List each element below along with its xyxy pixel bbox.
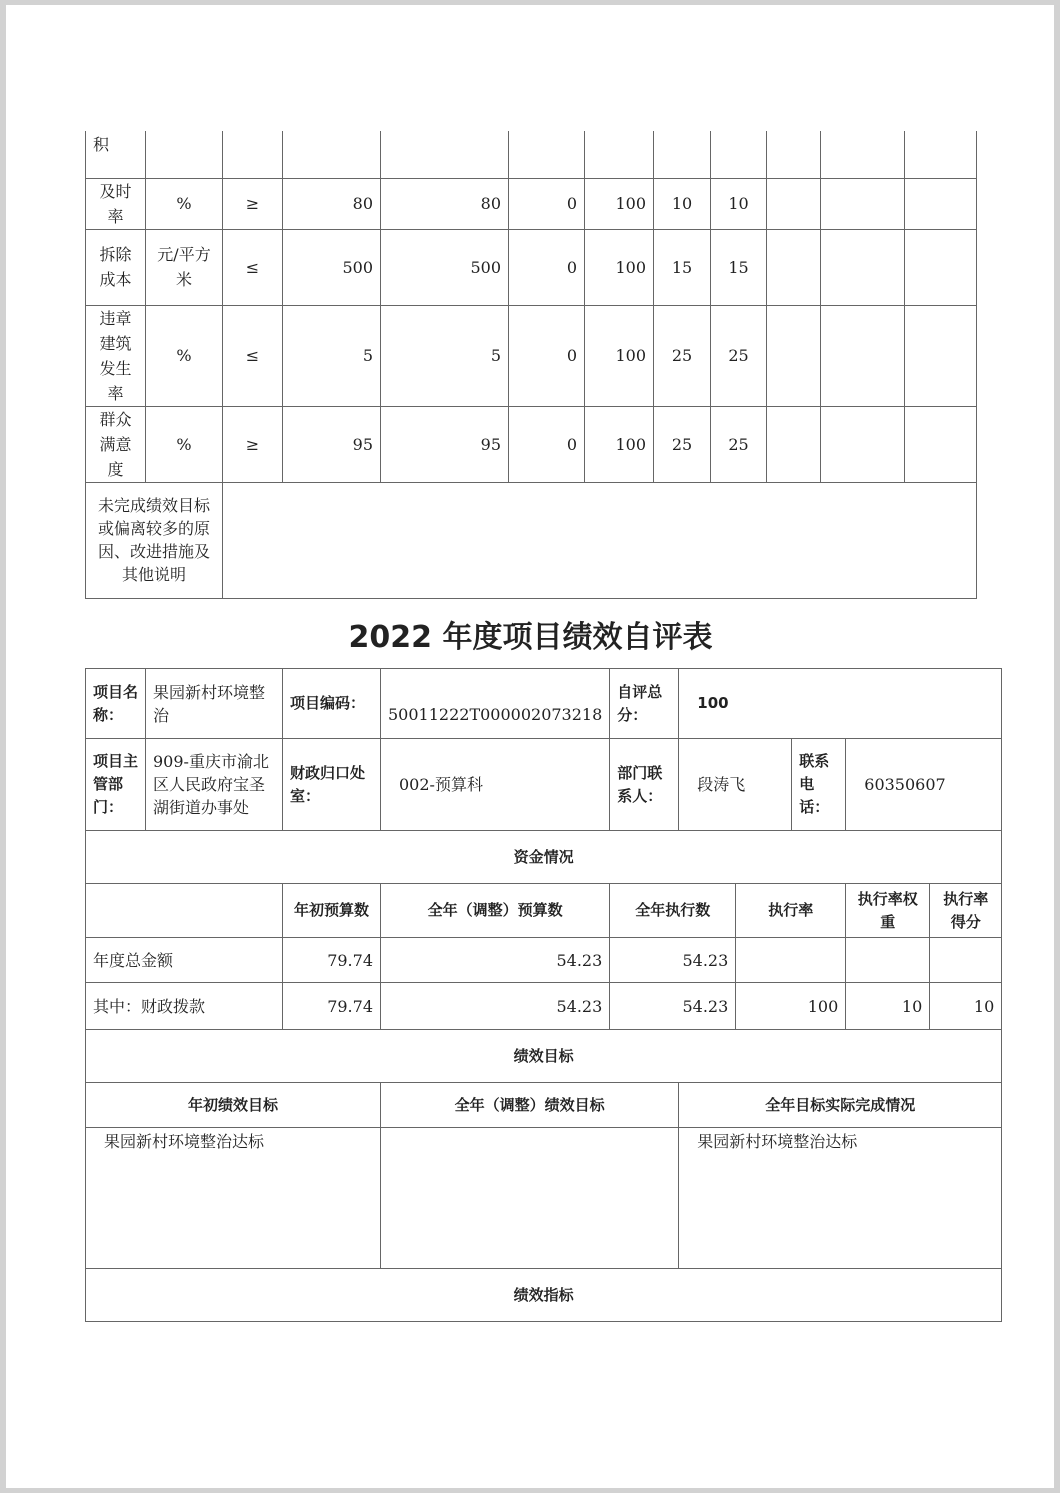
funds-col-initial: 年初预算数 [283, 884, 381, 938]
indicator-unit: 元/平方米 [146, 229, 223, 305]
goals-col-actual: 全年目标实际完成情况 [679, 1083, 1002, 1128]
funds-score: 10 [930, 983, 1002, 1030]
indicator-weight: 10 [654, 178, 711, 229]
funds-col-weight: 执行率权重 [846, 884, 930, 938]
department-row [86, 739, 1002, 831]
phone-label: 联系电话： [792, 739, 846, 831]
indicator-plan: 80 [283, 178, 381, 229]
funds-header-row [86, 884, 1002, 938]
project-code-label: 项目编码： [283, 669, 381, 739]
indicator-weight: 25 [654, 406, 711, 482]
unfinished-explanation-label: 未完成绩效目标或偏离较多的原因、改进措施及其他说明 [86, 482, 223, 598]
funds-row-label: 其中：财政拨款 [86, 983, 283, 1030]
funds-rate: 100 [736, 983, 846, 1030]
indicators-section-header: 绩效指标 [86, 1269, 1002, 1322]
indicator-unit: % [146, 305, 223, 406]
funds-section-row [86, 831, 1002, 884]
unfinished-explanation-row [86, 482, 977, 598]
funds-adjusted: 54.23 [381, 983, 610, 1030]
indicator-row [86, 178, 977, 229]
indicator-annual: 80 [381, 178, 509, 229]
indicator-operator: ≥ [223, 406, 283, 482]
indicator-score: 10 [711, 178, 767, 229]
indicator-annual: 95 [381, 406, 509, 482]
goal-adjusted [381, 1128, 679, 1269]
funds-executed: 54.23 [610, 938, 736, 983]
self-evaluation-table [85, 668, 1002, 1322]
funds-section-header: 资金情况 [86, 831, 1002, 884]
goals-content-row [86, 1128, 1002, 1269]
contact-label: 部门联系人： [610, 739, 679, 831]
indicator-weight: 25 [654, 305, 711, 406]
indicator-plan: 95 [283, 406, 381, 482]
goal-actual: 果园新村环境整治达标 [679, 1128, 1002, 1269]
indicator-score: 25 [711, 305, 767, 406]
funds-weight [846, 938, 930, 983]
funds-col-executed: 全年执行数 [610, 884, 736, 938]
goals-section-header: 绩效目标 [86, 1030, 1002, 1083]
indicator-variance: 100 [585, 305, 654, 406]
indicator-variance: 100 [585, 406, 654, 482]
phone: 60350607 [846, 739, 1002, 831]
indicator-name: 积 [86, 131, 146, 178]
funds-executed: 54.23 [610, 983, 736, 1030]
project-name-label: 项目名称： [86, 669, 146, 739]
indicator-score: 25 [711, 406, 767, 482]
indicator-operator: ≥ [223, 178, 283, 229]
indicator-unit: % [146, 406, 223, 482]
indicators-section-row [86, 1269, 1002, 1322]
funds-initial: 79.74 [283, 938, 381, 983]
indicator-name: 群众满意度 [86, 406, 146, 482]
project-name: 果园新村环境整治 [146, 669, 283, 739]
indicator-annual: 500 [381, 229, 509, 305]
goal-initial: 果园新村环境整治达标 [86, 1128, 381, 1269]
indicator-operator: ≤ [223, 305, 283, 406]
funds-adjusted: 54.23 [381, 938, 610, 983]
indicator-weight: 15 [654, 229, 711, 305]
indicator-annual: 5 [381, 305, 509, 406]
indicator-plan: 5 [283, 305, 381, 406]
self-score-value: 100 [679, 669, 1002, 739]
funds-weight: 10 [846, 983, 930, 1030]
unfinished-explanation-value [223, 482, 977, 598]
department: 909-重庆市渝北区人民政府宝圣湖街道办事处 [146, 739, 283, 831]
self-score-label: 自评总分： [610, 669, 679, 739]
goals-header-row [86, 1083, 1002, 1128]
funds-col-adjusted: 全年（调整）预算数 [381, 884, 610, 938]
indicator-row [86, 131, 977, 178]
department-label: 项目主管部门： [86, 739, 146, 831]
finance-office: 002-预算科 [381, 739, 610, 831]
indicator-actual: 0 [509, 406, 585, 482]
indicator-variance: 100 [585, 178, 654, 229]
page-title: 2022 年度项目绩效自评表 [348, 620, 713, 655]
funds-col-rate: 执行率 [736, 884, 846, 938]
indicator-name: 及时率 [86, 178, 146, 229]
funds-initial: 79.74 [283, 983, 381, 1030]
indicator-actual: 0 [509, 305, 585, 406]
upper-indicator-table [85, 131, 977, 599]
goals-col-adjusted: 全年（调整）绩效目标 [381, 1083, 679, 1128]
indicator-unit: % [146, 178, 223, 229]
indicator-name: 拆除成本 [86, 229, 146, 305]
project-code: 50011222T000002073218 [381, 669, 610, 739]
funds-col-score: 执行率得分 [930, 884, 1002, 938]
indicator-name: 违章建筑发生率 [86, 305, 146, 406]
project-info-row [86, 669, 1002, 739]
finance-office-label: 财政归口处室： [283, 739, 381, 831]
indicator-score: 15 [711, 229, 767, 305]
indicator-plan: 500 [283, 229, 381, 305]
funds-row [86, 938, 1002, 983]
contact-person: 段涛飞 [679, 739, 792, 831]
indicator-actual: 0 [509, 229, 585, 305]
funds-score [930, 938, 1002, 983]
funds-row-label: 年度总金额 [86, 938, 283, 983]
goals-col-initial: 年初绩效目标 [86, 1083, 381, 1128]
indicator-variance: 100 [585, 229, 654, 305]
indicator-actual: 0 [509, 178, 585, 229]
indicator-row [86, 305, 977, 406]
funds-row [86, 983, 1002, 1030]
indicator-row [86, 406, 977, 482]
indicator-row [86, 229, 977, 305]
indicator-operator: ≤ [223, 229, 283, 305]
goals-section-row [86, 1030, 1002, 1083]
funds-rate [736, 938, 846, 983]
